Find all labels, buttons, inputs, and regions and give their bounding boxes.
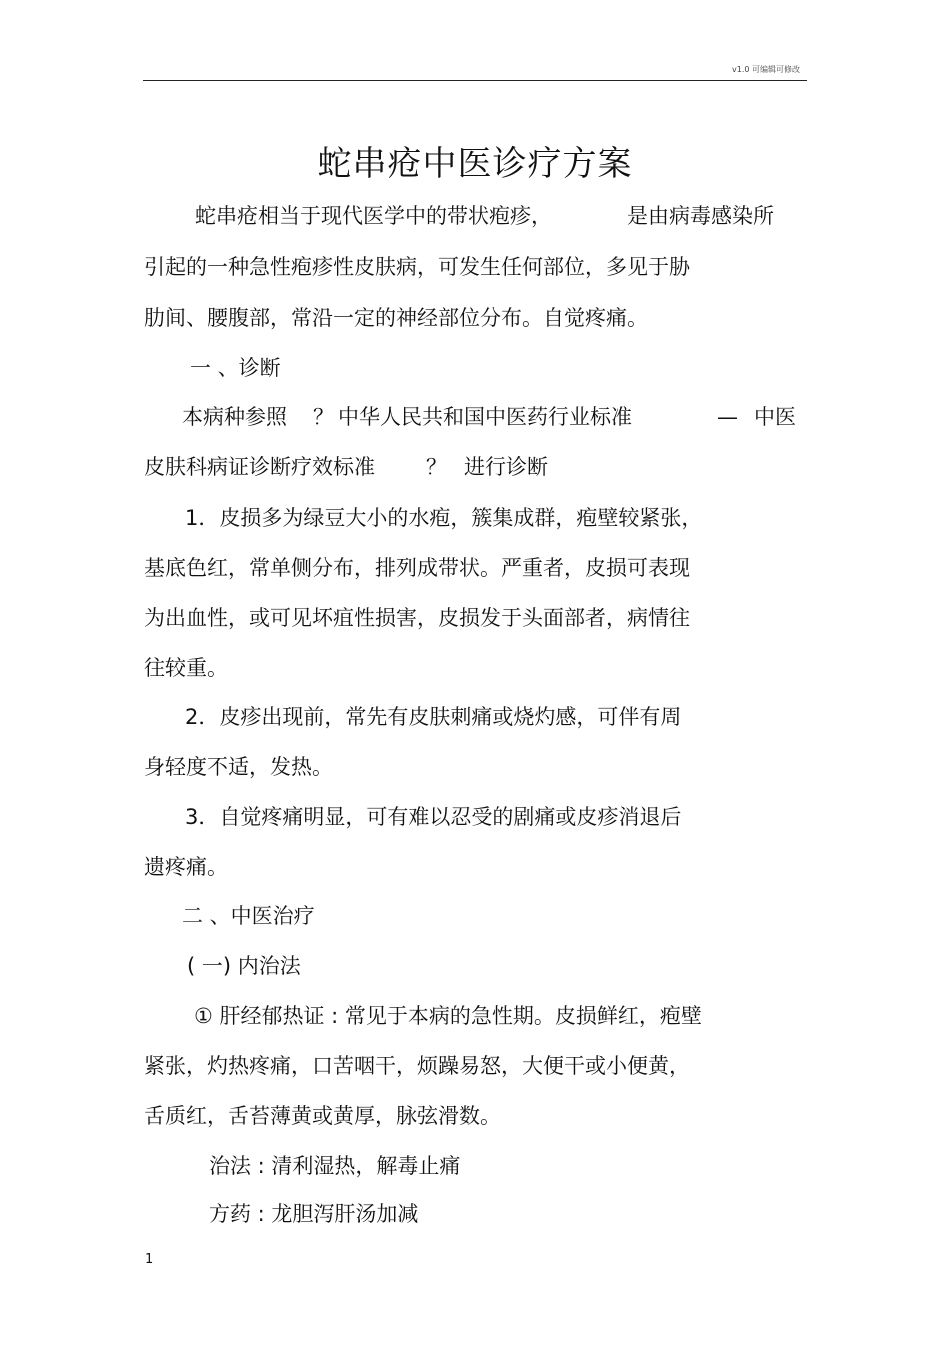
- text-line: 为出血性，或可见坏疽性损害，皮损发于头面部者，病情往: [144, 606, 690, 630]
- text-line: 蛇串疮相当于现代医学中的带状疱疹，: [195, 204, 552, 228]
- text-line: ① 肝经郁热证 : 常见于本病的急性期。皮损鲜红，疱壁: [194, 1004, 702, 1028]
- text-line: 3．自觉疼痛明显，可有难以忍受的剧痛或皮疹消退后: [185, 805, 682, 829]
- text-line: 引起的一种急性疱疹性皮肤病，可发生任何部位，多见于胁: [144, 255, 690, 279]
- text-line: 基底色红，常单侧分布，排列成带状。严重者，皮损可表现: [144, 556, 690, 580]
- section-heading: 二 、中医治疗: [182, 904, 315, 928]
- text-line: 治法 : 清利湿热，解毒止痛: [209, 1154, 461, 1178]
- text-line: 进行诊断: [464, 455, 548, 479]
- text-line: 2．皮疹出现前，常先有皮肤刺痛或烧灼感，可伴有周: [185, 705, 682, 729]
- text-line: 本病种参照: [182, 405, 287, 429]
- page-number: 1: [145, 1252, 154, 1267]
- text-line: 往较重。: [144, 656, 228, 680]
- document-title: 蛇串疮中医诊疗方案: [317, 144, 633, 184]
- text-line: 是由病毒感染所: [627, 204, 774, 228]
- text-line: 1．皮损多为绿豆大小的水疱，簇集成群，疱壁较紧张，: [185, 506, 703, 530]
- text-line: 皮肤科病证诊断疗效标准: [144, 455, 375, 479]
- text-line: 肋间、腰腹部，常沿一定的神经部位分布。自觉疼痛。: [144, 306, 648, 330]
- text-line: 遗疼痛。: [144, 855, 228, 879]
- text-line: ？: [426, 455, 447, 479]
- subsection-heading: ( 一) 内治法: [187, 954, 301, 978]
- text-line: 中华人民共和国中医药行业标准: [338, 405, 632, 429]
- text-line: —: [717, 405, 738, 429]
- text-line: 紧张，灼热疼痛，口苦咽干，烦躁易怒，大便干或小便黄，: [144, 1054, 690, 1078]
- text-line: ？: [313, 405, 334, 429]
- header-rule: [143, 80, 807, 81]
- text-line: 方药 : 龙胆泻肝汤加减: [209, 1202, 419, 1226]
- text-line: 身轻度不适，发热。: [144, 755, 333, 779]
- header-version-text: v1.0 可编辑可修改: [732, 65, 800, 74]
- text-line: 舌质红，舌苔薄黄或黄厚，脉弦滑数。: [144, 1104, 501, 1128]
- text-line: 中医: [754, 405, 796, 429]
- section-heading: 一 、诊断: [190, 356, 281, 380]
